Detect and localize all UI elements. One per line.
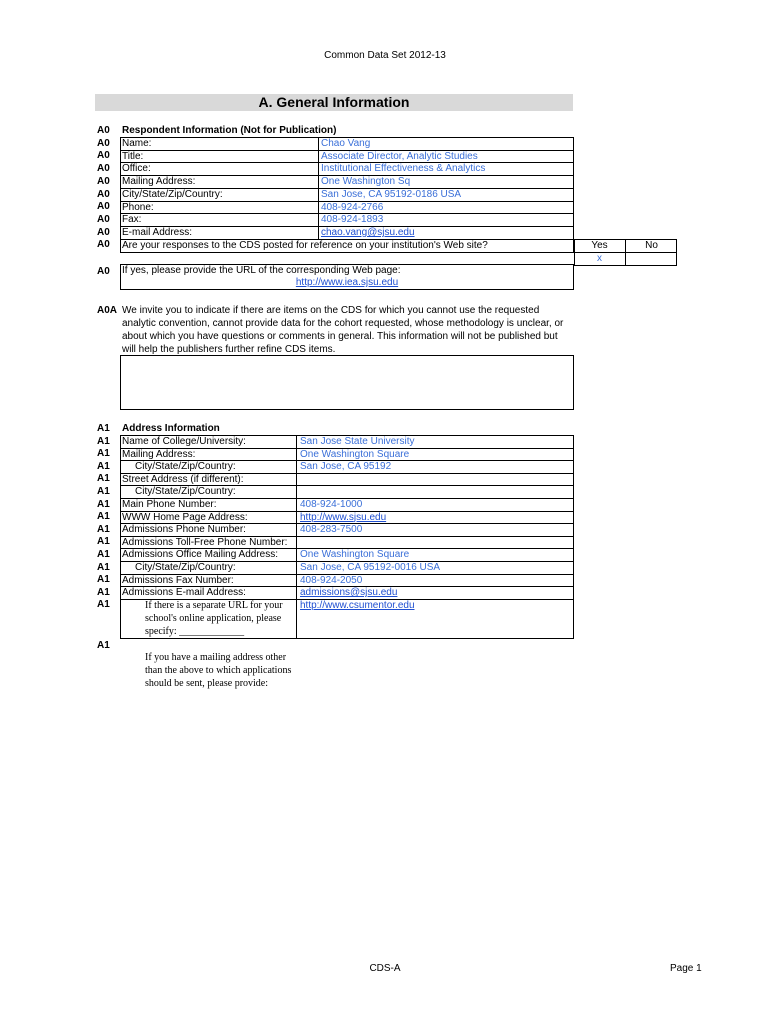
a0a-text: We invite you to indicate if there are items on the CDS for which you cannot use the requested analytic convention, cannot provide data for the cohort requested, whose methodology is unclear, or about which you have questions or comments in general. This information will not be published but will help the publishers further refine CDS items. xyxy=(122,305,564,355)
a1-code: A1 xyxy=(97,523,110,535)
yes-checkbox[interactable]: x xyxy=(597,253,602,264)
a0-code: A0 xyxy=(97,266,110,277)
a1-code: A1 xyxy=(97,460,110,472)
a0a-code: A0A xyxy=(97,305,118,316)
address-field-value: One Washington Square xyxy=(300,549,410,561)
respondent-field-label: Office: xyxy=(122,163,151,175)
address-field-link[interactable]: http://www.sjsu.edu xyxy=(300,511,387,523)
respondent-field-label: City/State/Zip/Country: xyxy=(122,188,223,200)
a1-code: A1 xyxy=(97,435,110,447)
address-field-label: Main Phone Number: xyxy=(122,499,217,510)
a1-code: A1 xyxy=(97,549,110,560)
a0-code: A0 xyxy=(97,226,110,238)
address-field-value: 408-924-2050 xyxy=(300,574,363,586)
address-field-label: City/State/Zip/Country: xyxy=(135,461,236,473)
address-field-link[interactable]: admissions@sjsu.edu xyxy=(300,587,398,599)
footer-page: Page 1 xyxy=(670,963,702,974)
address-field-value: 408-283-7500 xyxy=(300,524,363,536)
yes-label: Yes xyxy=(591,240,608,251)
footer-section: CDS-A xyxy=(369,963,401,974)
address-field-value: San Jose, CA 95192 xyxy=(300,461,392,473)
institution-url-link[interactable]: http://www.iea.sjsu.edu xyxy=(295,277,399,288)
respondent-field-value: 408-924-2766 xyxy=(321,201,384,213)
respondent-email-link[interactable]: chao.vang@sjsu.edu xyxy=(321,226,415,238)
a0-code: A0 xyxy=(97,125,110,136)
website-question: Are your responses to the CDS posted for reference on your institution's Web site? xyxy=(122,239,488,251)
url-prompt: If yes, please provide the URL of the corresponding Web page: xyxy=(122,265,401,276)
address-field-value: 408-924-1000 xyxy=(300,499,363,510)
address-field-value: San Jose State University xyxy=(300,436,415,447)
address-field-label: City/State/Zip/Country: xyxy=(135,562,236,573)
respondent-field-value: Institutional Effectiveness & Analytics xyxy=(321,163,486,175)
a1-code: A1 xyxy=(97,498,110,510)
address-field-label: Mailing Address: xyxy=(122,448,196,460)
respondent-field-value: Chao Vang xyxy=(321,138,371,149)
a0-code: A0 xyxy=(97,175,110,187)
a1-heading: Address Information xyxy=(122,423,220,434)
a0-code: A0 xyxy=(97,150,110,162)
address-field-value: One Washington Square xyxy=(300,448,410,460)
a1-code: A1 xyxy=(97,448,110,460)
a1-code: A1 xyxy=(97,511,110,523)
respondent-field-label: Title: xyxy=(122,150,144,162)
address-field-value: San Jose, CA 95192-0016 USA xyxy=(300,562,441,573)
address-field-label: City/State/Zip/Country: xyxy=(135,486,236,498)
a1-code: A1 xyxy=(97,536,110,548)
a1-code: A1 xyxy=(97,586,110,598)
address-field-label: Admissions Toll-Free Phone Number: xyxy=(122,536,288,548)
a0-code: A0 xyxy=(97,188,110,200)
section-title: A. General Information xyxy=(95,94,573,111)
other-mailing-text: If you have a mailing address other than the above to which applications should be sent, please provide: xyxy=(145,652,292,689)
respondent-field-value: One Washington Sq xyxy=(321,176,411,188)
a1-code: A1 xyxy=(97,574,110,586)
online-app-text: If there is a separate URL for your school's online application, please specify: _____________ xyxy=(145,600,283,637)
a1-code: A1 xyxy=(97,599,110,611)
a1-code: A1 xyxy=(97,423,110,434)
a1-code: A1 xyxy=(97,473,110,485)
address-field-label: Admissions Office Mailing Address: xyxy=(122,549,278,561)
address-field-label: Admissions Fax Number: xyxy=(122,574,234,586)
address-field-label: WWW Home Page Address: xyxy=(122,511,248,523)
respondent-field-label: Fax: xyxy=(122,214,142,226)
respondent-field-value: 408-924-1893 xyxy=(321,214,384,226)
a1-code: A1 xyxy=(97,486,110,497)
a0-code: A0 xyxy=(97,137,110,149)
respondent-field-label: Phone: xyxy=(122,201,154,213)
a0-code: A0 xyxy=(97,239,110,251)
respondent-field-label: Mailing Address: xyxy=(122,176,196,188)
address-field-label: Admissions E-mail Address: xyxy=(122,587,246,599)
online-app-link[interactable]: http://www.csumentor.edu xyxy=(300,600,415,611)
no-label: No xyxy=(645,240,658,251)
a0-code: A0 xyxy=(97,201,110,213)
a0-code: A0 xyxy=(97,213,110,225)
a0-heading: Respondent Information (Not for Publication) xyxy=(122,125,337,136)
a0-code: A0 xyxy=(97,163,110,175)
respondent-field-value: Associate Director, Analytic Studies xyxy=(321,150,478,162)
respondent-field-label: E-mail Address: xyxy=(122,226,193,238)
respondent-field-value: San Jose, CA 95192-0186 USA xyxy=(321,188,462,200)
address-field-label: Admissions Phone Number: xyxy=(122,524,246,536)
respondent-field-label: Name: xyxy=(122,138,152,149)
address-field-label: Street Address (if different): xyxy=(122,473,244,485)
address-field-label: Name of College/University: xyxy=(122,436,246,447)
comments-textarea[interactable] xyxy=(120,355,574,410)
page-header: Common Data Set 2012-13 xyxy=(324,50,446,61)
a1-code: A1 xyxy=(97,640,110,651)
a1-code: A1 xyxy=(97,561,110,573)
